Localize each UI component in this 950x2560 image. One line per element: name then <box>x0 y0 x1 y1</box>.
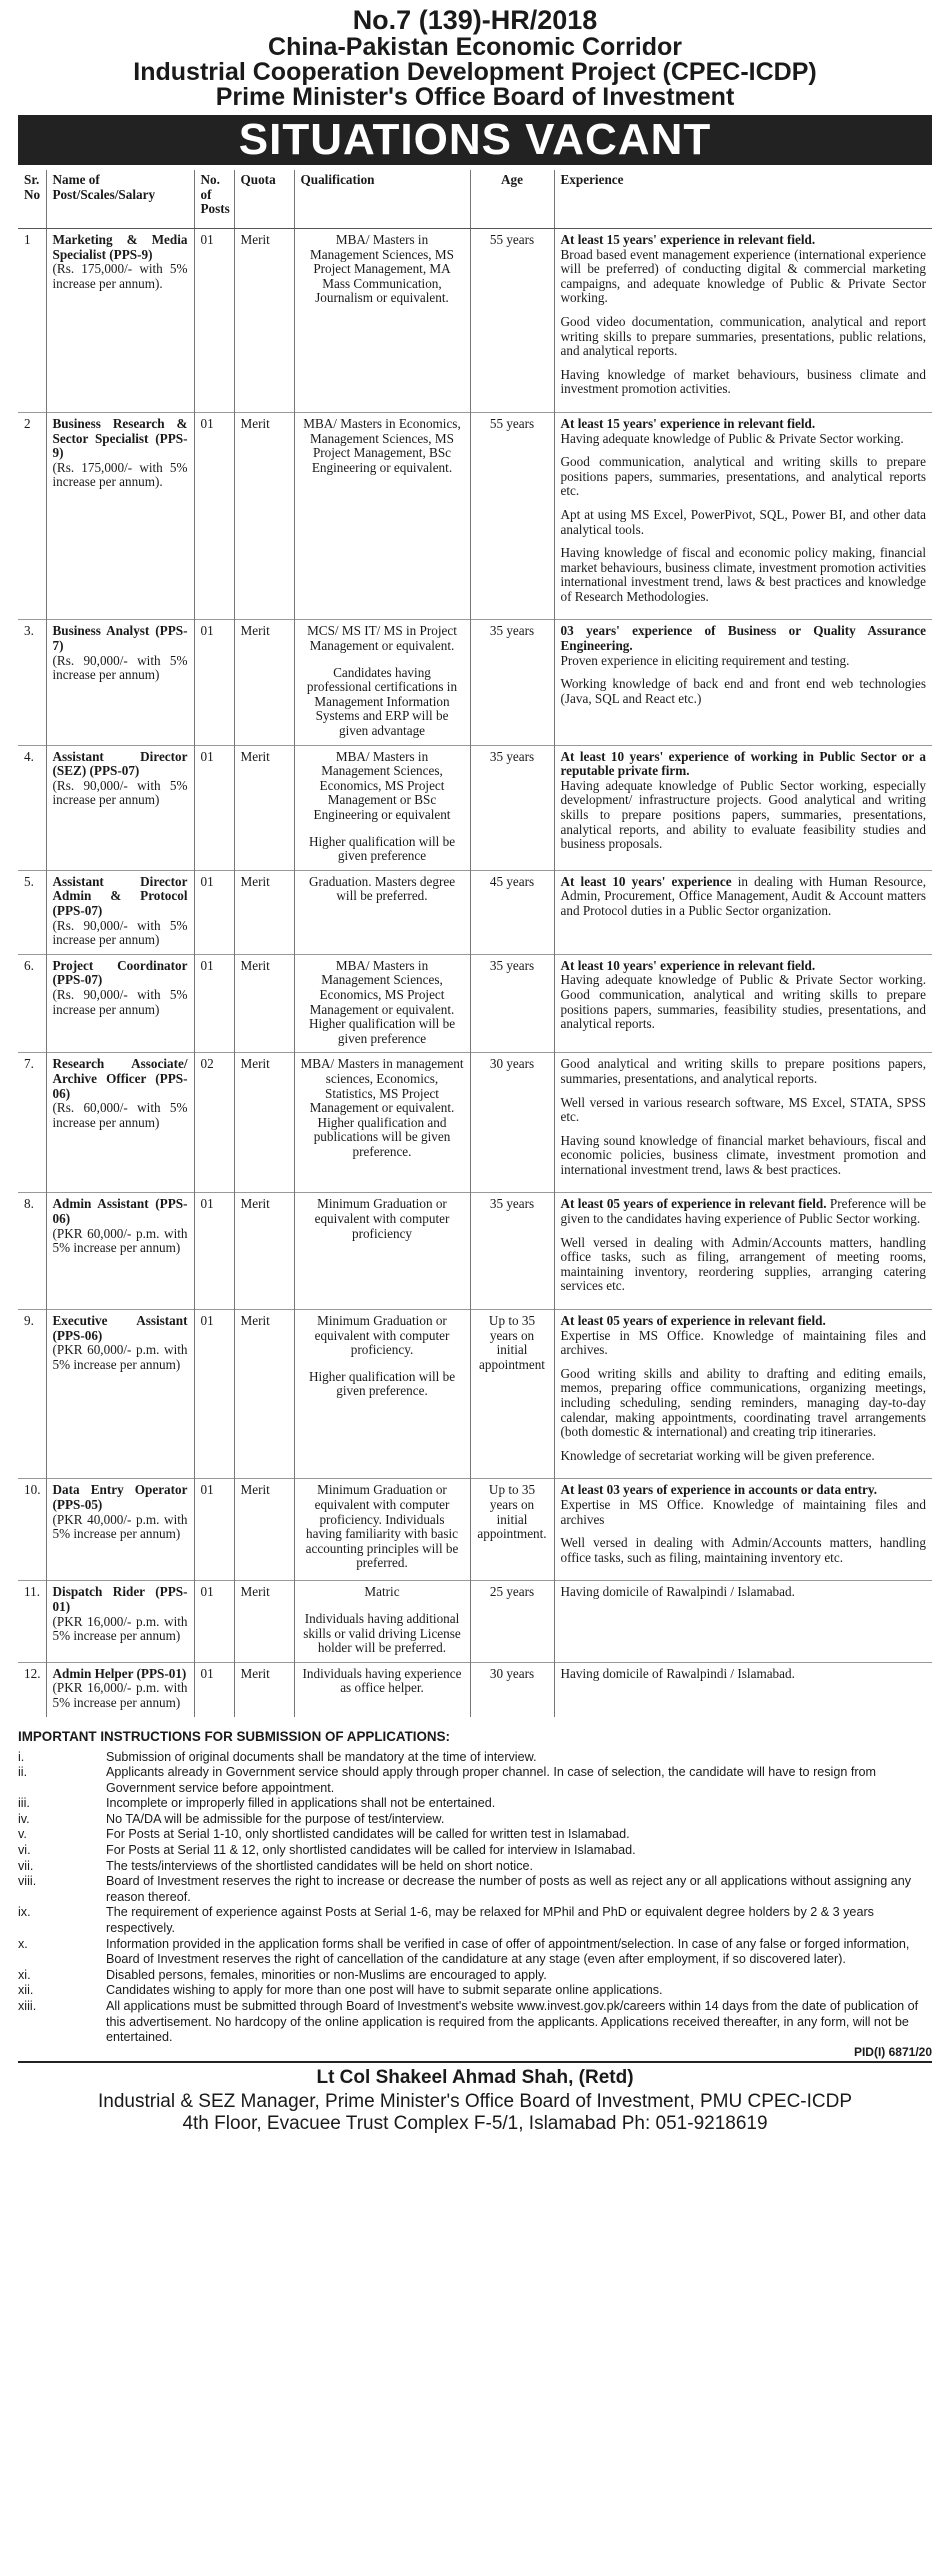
experience-highlight: At least 10 years' experience <box>560 873 732 889</box>
instruction-item <box>18 1983 932 1999</box>
instruction-text: Candidates wishing to apply for more than one post will have to submit separate online applications. <box>106 1983 663 1998</box>
posts-count-cell: 02 <box>194 1053 234 1193</box>
experience-paragraph: Having adequate knowledge of Public Sector working, especially development/ infrastructure projects. Good analytical and writing skills to prepare positions papers, summaries, presentations, analytical reports, and ability to evaluate feasibility studies and business proposals. <box>560 777 926 852</box>
sr-no-cell: 2 <box>18 412 46 620</box>
table-row <box>18 1581 932 1662</box>
post-title: Assistant Director Admin & Protocol (PPS-07) <box>52 873 188 918</box>
post-cell <box>46 229 194 413</box>
qualification-cell <box>294 1193 470 1310</box>
experience-paragraph: At least 10 years' experience in relevant field. <box>560 957 816 973</box>
experience-cell <box>554 229 932 413</box>
experience-paragraph: Proven experience in eliciting requirement and testing. <box>560 652 850 668</box>
age-cell: Up to 35 years on initial appointment. <box>470 1479 554 1581</box>
post-salary: (PKR 60,000/- p.m. with 5% increase per annum) <box>52 1225 188 1256</box>
experience-paragraph: 03 years' experience of Business or Quality Assurance Engineering. <box>560 623 926 654</box>
experience-paragraph: Working knowledge of back end and front end web technologies (Java, SQL and React etc.) <box>560 676 926 706</box>
age-cell: 30 years <box>470 1662 554 1716</box>
instruction-item <box>18 1812 932 1828</box>
experience-paragraph: Well versed in dealing with Admin/Accounts matters, handling office tasks, such as filing, arrangement of meeting rooms, maintaining inventory, reordering supplies, arranging catering services etc. <box>560 1234 926 1294</box>
qualification-text: MBA/ Masters in Management Sciences, MS Project Management, MA Mass Communication, Journalism or equivalent. <box>310 232 454 306</box>
instruction-item <box>18 1750 932 1766</box>
posts-count-cell: 01 <box>194 745 234 870</box>
experience-paragraph: Having adequate knowledge of Public & Private Sector working. Good communication, analytical and writing skills to prepare positions papers, summaries, feasibility studies, presentations, and analytical reports. <box>560 972 926 1032</box>
table-row <box>18 620 932 745</box>
instruction-item <box>18 1859 932 1875</box>
post-title: Assistant Director (SEZ) (PPS-07) <box>52 748 188 779</box>
header-post: Name of Post/Scales/Salary <box>46 170 194 229</box>
post-salary: (PKR 60,000/- p.m. with 5% increase per annum) <box>52 1342 188 1372</box>
post-salary: (PKR 16,000/- p.m. with 5% increase per annum) <box>52 1680 188 1710</box>
experience-cell <box>554 620 932 745</box>
experience-paragraph: Having sound knowledge of financial market behaviours, fiscal and economic policies, business climate, investment promotion and international investment trend, laws & best practices. <box>560 1132 926 1177</box>
org-line-3: Prime Minister's Office Board of Investment <box>215 83 735 111</box>
org-line-2: Industrial Cooperation Development Project (CPEC-ICDP) <box>133 58 817 86</box>
ad-header <box>18 0 932 110</box>
age-cell: 35 years <box>470 954 554 1053</box>
posts-count-cell: 01 <box>194 870 234 954</box>
situations-vacant-banner: SITUATIONS VACANT <box>18 115 932 165</box>
experience-paragraph: At least 03 years of experience in accounts or data entry. <box>560 1482 878 1498</box>
experience-cell <box>554 1581 932 1662</box>
instruction-item <box>18 1874 932 1905</box>
post-cell <box>46 1581 194 1662</box>
quota-cell: Merit <box>234 620 294 745</box>
qualification-text: Minimum Graduation or equivalent with computer proficiency. <box>314 1313 450 1358</box>
posts-count-cell: 01 <box>194 954 234 1053</box>
posts-count-cell: 01 <box>194 1581 234 1662</box>
qualification-text: Matric <box>364 1584 400 1600</box>
experience-paragraph: Good video documentation, communication, analytical and report writing skills to prepare summaries, presentations, public relations, and analytical reports. <box>560 313 926 359</box>
experience-paragraph: Broad based event management experience (international experience will be preferred) of conducting digital & commercial marketing campaigns, and adequate knowledge of Public & Private Sector working. <box>560 246 926 306</box>
instruction-number: viii. <box>18 1874 37 1889</box>
age-cell: 35 years <box>470 620 554 745</box>
pid-number: PID(I) 6871/20 <box>853 2044 932 2059</box>
experience-paragraph: Apt at using MS Excel, PowerPivot, SQL, Power BI, and other data analytical tools. <box>560 506 926 537</box>
sr-no-cell: 7. <box>18 1053 46 1193</box>
qualification-note: Higher qualification will be given preference <box>308 833 456 864</box>
instruction-number: ix. <box>18 1905 31 1920</box>
header-qualification: Qualification <box>294 170 470 229</box>
experience-paragraph: Having knowledge of fiscal and economic policy making, financial market behaviours, business climate, investment promotion activities international investment trend, laws & best practices and knowledge of Research Methodologies. <box>560 545 926 604</box>
age-cell: 55 years <box>470 412 554 620</box>
instruction-number: xiii. <box>18 1999 37 2013</box>
quota-cell: Merit <box>234 412 294 620</box>
instructions-title: IMPORTANT INSTRUCTIONS FOR SUBMISSION OF APPLICATIONS: <box>18 1728 450 1744</box>
instructions-list <box>18 1750 932 2046</box>
header-experience: Experience <box>554 170 932 229</box>
experience-paragraph <box>561 875 927 919</box>
experience-paragraph: Having adequate knowledge of Public & Private Sector working. <box>560 430 904 446</box>
posts-count-cell: 01 <box>194 1662 234 1716</box>
experience-paragraph: At least 05 years of experience in relevant field. <box>560 1313 826 1329</box>
qualification-text: MBA/ Masters in management sciences, Economics, Statistics, MS Project Management or equivalent. Higher qualification and publications will be given preference. <box>300 1056 464 1159</box>
table-row <box>18 1479 932 1581</box>
table-row <box>18 745 932 870</box>
header-age: Age <box>470 170 554 229</box>
instruction-number: iii. <box>18 1796 30 1811</box>
post-cell <box>46 1310 194 1479</box>
experience-cell <box>554 1053 932 1193</box>
post-salary: (PKR 16,000/- p.m. with 5% increase per annum) <box>52 1613 188 1644</box>
quota-cell: Merit <box>234 1053 294 1193</box>
qualification-cell <box>294 1479 470 1581</box>
table-row <box>18 229 932 413</box>
instruction-number: v. <box>18 1827 27 1842</box>
qualification-cell <box>294 412 470 620</box>
qualification-cell <box>294 1581 470 1662</box>
post-cell <box>46 1053 194 1193</box>
experience-cell <box>554 1310 932 1479</box>
experience-cell <box>554 412 932 620</box>
sr-no-cell: 6. <box>18 954 46 1053</box>
sr-no-cell: 5. <box>18 870 46 954</box>
quota-cell: Merit <box>234 1193 294 1310</box>
instruction-text: Submission of original documents shall be mandatory at the time of interview. <box>106 1749 537 1764</box>
qualification-text: Minimum Graduation or equivalent with computer proficiency. Individuals having familiarity with basic accounting principles will be preferred. <box>305 1482 459 1571</box>
instruction-number: ii. <box>18 1765 28 1780</box>
vacancies-table <box>18 170 932 1717</box>
post-cell <box>46 870 194 954</box>
experience-cell <box>554 1193 932 1310</box>
age-cell: 25 years <box>470 1581 554 1662</box>
table-row <box>18 954 932 1053</box>
sr-no-cell: 3. <box>18 620 46 745</box>
experience-paragraph: Good communication, analytical and writing skills to prepare positions papers, summaries, presentations, and analytical reports etc. <box>560 454 926 499</box>
instruction-text: All applications must be submitted through Board of Investment's website www.invest.gov.pk/careers within 14 days from the date of publication of this advertisement. No hardcopy of the online application is required from the applicants. Applications received thereafter, in any form, will not be entertained. <box>106 1999 919 2045</box>
post-cell <box>46 954 194 1053</box>
quota-cell: Merit <box>234 954 294 1053</box>
experience-cell <box>554 954 932 1053</box>
instruction-item <box>18 1765 932 1796</box>
post-cell <box>46 1662 194 1716</box>
sr-no-cell: 8. <box>18 1193 46 1310</box>
instruction-text: The tests/interviews of the shortlisted candidates will be held on short notice. <box>106 1858 534 1873</box>
instruction-text: Applicants already in Government service should apply through proper channel. In case of selection, the candidate will have to resign from Government service before appointment. <box>106 1765 877 1795</box>
experience-paragraph: At least 15 years' experience in relevant field. <box>560 232 816 247</box>
table-body <box>18 229 932 1717</box>
post-cell <box>46 1479 194 1581</box>
qualification-note: Individuals having additional skills or valid driving License holder will be preferred. <box>303 1610 461 1656</box>
experience-paragraph: Good writing skills and ability to drafting and editing emails, memos, preparing office communications, organizing meetings, including scheduling, sending reminders, managing day-to-day calendar, making appointments, coordinating travel arrangements (both domestic & international) and creating trip itineraries. <box>560 1365 926 1440</box>
qualification-cell <box>294 745 470 870</box>
quota-cell: Merit <box>234 870 294 954</box>
experience-detail: Preference will be given to the candidates having experience of Public Sector working. <box>560 1196 926 1227</box>
experience-paragraph: Having domicile of Rawalpindi / Islamabad. <box>560 1665 795 1681</box>
quota-cell: Merit <box>234 1662 294 1716</box>
instruction-text: Board of Investment reserves the right to increase or decrease the number of posts as well as reject any or all applications without assigning any reason thereof. <box>106 1874 912 1904</box>
instruction-number: vii. <box>18 1858 34 1873</box>
post-title: Executive Assistant (PPS-06) <box>52 1313 188 1343</box>
post-title: Project Coordinator (PPS-07) <box>52 957 188 988</box>
post-title: Marketing & Media Specialist (PPS-9) <box>52 232 188 262</box>
instruction-text: For Posts at Serial 1-10, only shortlisted candidates will be called for written test in Islamabad. <box>106 1827 630 1842</box>
experience-cell <box>554 1662 932 1716</box>
qualification-text: Graduation. Masters degree will be preferred. <box>308 873 456 904</box>
instruction-text: The requirement of experience against Posts at Serial 1-6, may be relaxed for MPhil and PhD or equivalent degree holders by 2 & 3 years respectively. <box>106 1905 874 1936</box>
quota-cell: Merit <box>234 1581 294 1662</box>
header-sr-no: Sr. No <box>18 170 46 229</box>
experience-paragraph <box>561 1197 927 1226</box>
experience-cell <box>554 1479 932 1581</box>
experience-paragraph: Having knowledge of market behaviours, business climate and investment promotion activities. <box>560 366 926 397</box>
experience-paragraph: Having domicile of Rawalpindi / Islamabad. <box>560 1584 795 1600</box>
experience-paragraph: Well versed in various research software, MS Excel, STATA, SPSS etc. <box>560 1094 926 1125</box>
post-title: Research Associate/ Archive Officer (PPS-06) <box>52 1056 188 1101</box>
instruction-number: vi. <box>18 1843 31 1858</box>
qualification-note: Candidates having professional certifications in Management Information Systems and ERP will be given advantage <box>306 664 458 739</box>
quota-cell: Merit <box>234 229 294 413</box>
experience-paragraph: Expertise in MS Office. Knowledge of maintaining files and archives. <box>560 1327 926 1358</box>
qualification-text: MBA/ Masters in Management Sciences, Economics, MS Project Management or equivalent. Higher qualification will be given preference <box>308 957 456 1046</box>
instruction-item <box>18 1843 932 1859</box>
header-quota: Quota <box>234 170 294 229</box>
post-cell <box>46 745 194 870</box>
sr-no-cell: 12. <box>18 1662 46 1716</box>
post-salary: (Rs. 90,000/- with 5% increase per annum) <box>52 652 188 683</box>
signatory-designation: Industrial & SEZ Manager, Prime Minister's Office Board of Investment, PMU CPEC-ICDP <box>97 2090 853 2112</box>
age-cell: 30 years <box>470 1053 554 1193</box>
post-salary: (Rs. 175,000/- with 5% increase per annum). <box>52 261 188 291</box>
experience-paragraph: Well versed in dealing with Admin/Accounts matters, handling office tasks, such as filing, maintaining inventory etc. <box>560 1535 926 1565</box>
post-salary: (PKR 40,000/- p.m. with 5% increase per annum) <box>52 1511 188 1542</box>
qualification-cell <box>294 954 470 1053</box>
age-cell: 35 years <box>470 1193 554 1310</box>
post-salary: (Rs. 60,000/- with 5% increase per annum) <box>52 1100 188 1130</box>
instruction-item <box>18 1796 932 1812</box>
quota-cell: Merit <box>234 1310 294 1479</box>
post-title: Admin Assistant (PPS-06) <box>52 1196 188 1227</box>
instruction-number: iv. <box>18 1811 30 1826</box>
post-salary: (Rs. 90,000/- with 5% increase per annum) <box>52 917 188 948</box>
experience-cell <box>554 870 932 954</box>
age-cell: Up to 35 years on initial appointment <box>470 1310 554 1479</box>
qualification-cell <box>294 229 470 413</box>
experience-paragraph: At least 15 years' experience in relevant field. <box>560 415 816 431</box>
qualification-cell <box>294 1662 470 1716</box>
sr-no-cell: 9. <box>18 1310 46 1479</box>
sr-no-cell: 1 <box>24 232 31 247</box>
experience-detail: in dealing with Human Resource, Admin, Procurement, Office Management, Audit & Account matters and Protocol duties in a Public Sector organization. <box>560 873 926 918</box>
post-salary: (Rs. 90,000/- with 5% increase per annum) <box>52 777 188 808</box>
posts-count-cell: 01 <box>194 620 234 745</box>
post-title: Business Research & Sector Specialist (PPS-9) <box>52 415 188 461</box>
instruction-text: Incomplete or improperly filled in applications shall not be entertained. <box>106 1796 496 1811</box>
org-line-1: China-Pakistan Economic Corridor <box>268 33 682 61</box>
instruction-number: x. <box>18 1936 28 1951</box>
instruction-item <box>18 1968 932 1984</box>
instruction-item <box>18 1827 932 1843</box>
qualification-cell <box>294 1310 470 1479</box>
post-cell <box>46 412 194 620</box>
posts-count-cell: 01 <box>194 1310 234 1479</box>
experience-cell <box>554 745 932 870</box>
experience-paragraph: Knowledge of secretariat working will be given preference. <box>560 1447 875 1463</box>
experience-highlight: At least 05 years of experience in relevant field. <box>560 1196 827 1212</box>
table-row <box>18 1662 932 1716</box>
signatory-name: Lt Col Shakeel Ahmad Shah, (Retd) <box>316 2066 634 2088</box>
age-cell: 35 years <box>470 745 554 870</box>
post-title: Data Entry Operator (PPS-05) <box>52 1482 188 1512</box>
table-row <box>18 870 932 954</box>
post-cell <box>46 620 194 745</box>
instruction-number: xi. <box>18 1967 31 1982</box>
table-row <box>18 1193 932 1310</box>
post-title: Dispatch Rider (PPS-01) <box>52 1584 188 1614</box>
table-row <box>18 412 932 620</box>
instruction-item <box>18 1937 932 1968</box>
instruction-item <box>18 1905 932 1936</box>
qualification-note: Higher qualification will be given preference. <box>308 1368 456 1399</box>
quota-cell: Merit <box>234 745 294 870</box>
qualification-cell <box>294 620 470 745</box>
experience-paragraph: At least 10 years' experience of working in Public Sector or a reputable private firm. <box>560 748 926 779</box>
post-cell <box>46 1193 194 1310</box>
post-title: Business Analyst (PPS-7) <box>52 623 188 654</box>
qualification-cell <box>294 870 470 954</box>
qualification-text: MCS/ MS IT/ MS in Project Management or equivalent. <box>307 623 457 654</box>
instruction-item <box>18 1999 932 2046</box>
table-row <box>18 1310 932 1479</box>
sr-no-cell: 10. <box>18 1479 46 1581</box>
qualification-text: Minimum Graduation or equivalent with computer proficiency <box>314 1196 450 1241</box>
age-cell: 45 years <box>470 870 554 954</box>
quota-cell: Merit <box>234 1479 294 1581</box>
posts-count-cell: 01 <box>194 412 234 620</box>
posts-count-cell: 01 <box>194 229 234 413</box>
table-row <box>18 1053 932 1193</box>
qualification-cell <box>294 1053 470 1193</box>
posts-count-cell: 01 <box>194 1193 234 1310</box>
qualification-text: Individuals having experience as office helper. <box>302 1665 462 1696</box>
sr-no-cell: 11. <box>18 1581 46 1662</box>
instruction-text: Information provided in the application forms shall be verified in case of offer of appointment/selection. In case of any false or forged information, Board of Investment reserves the right of cancellation of the candidature at any stage (even after employment, if so discovered later). <box>106 1936 910 1967</box>
qualification-text: MBA/ Masters in Management Sciences, Economics, MS Project Management or BSc Engineering or equivalent <box>313 748 451 822</box>
header-no-of-posts: No. of Posts <box>194 170 234 229</box>
qualification-text: MBA/ Masters in Economics, Management Sciences, MS Project Management, BSc Engineering or equivalent. <box>303 415 461 475</box>
experience-paragraph: Expertise in MS Office. Knowledge of maintaining files and archives <box>560 1496 926 1527</box>
office-address: 4th Floor, Evacuee Trust Complex F-5/1, Islamabad Ph: 051-9218619 <box>182 2112 768 2134</box>
table-header-row <box>18 170 932 229</box>
instruction-text: For Posts at Serial 11 & 12, only shortlisted candidates will be called for interview in Islamabad. <box>106 1843 636 1858</box>
instruction-number: xii. <box>18 1983 34 1998</box>
sr-no-cell: 4. <box>18 745 46 870</box>
posts-count-cell: 01 <box>194 1479 234 1581</box>
post-title: Admin Helper (PPS-01) <box>52 1665 187 1681</box>
reference-number: No.7 (139)-HR/2018 <box>352 5 598 35</box>
age-cell: 55 years <box>470 229 554 413</box>
ad-footer <box>18 2061 932 2135</box>
post-salary: (Rs. 90,000/- with 5% increase per annum) <box>52 986 188 1017</box>
instruction-text: No TA/DA will be admissible for the purpose of test/interview. <box>106 1811 445 1826</box>
post-salary: (Rs. 175,000/- with 5% increase per annum). <box>52 459 188 490</box>
instruction-text: Disabled persons, females, minorities or non-Muslims are encouraged to apply. <box>106 1967 547 1982</box>
experience-paragraph: Good analytical and writing skills to prepare positions papers, summaries, presentations, and analytical reports. <box>560 1056 926 1086</box>
instruction-number: i. <box>18 1749 25 1764</box>
